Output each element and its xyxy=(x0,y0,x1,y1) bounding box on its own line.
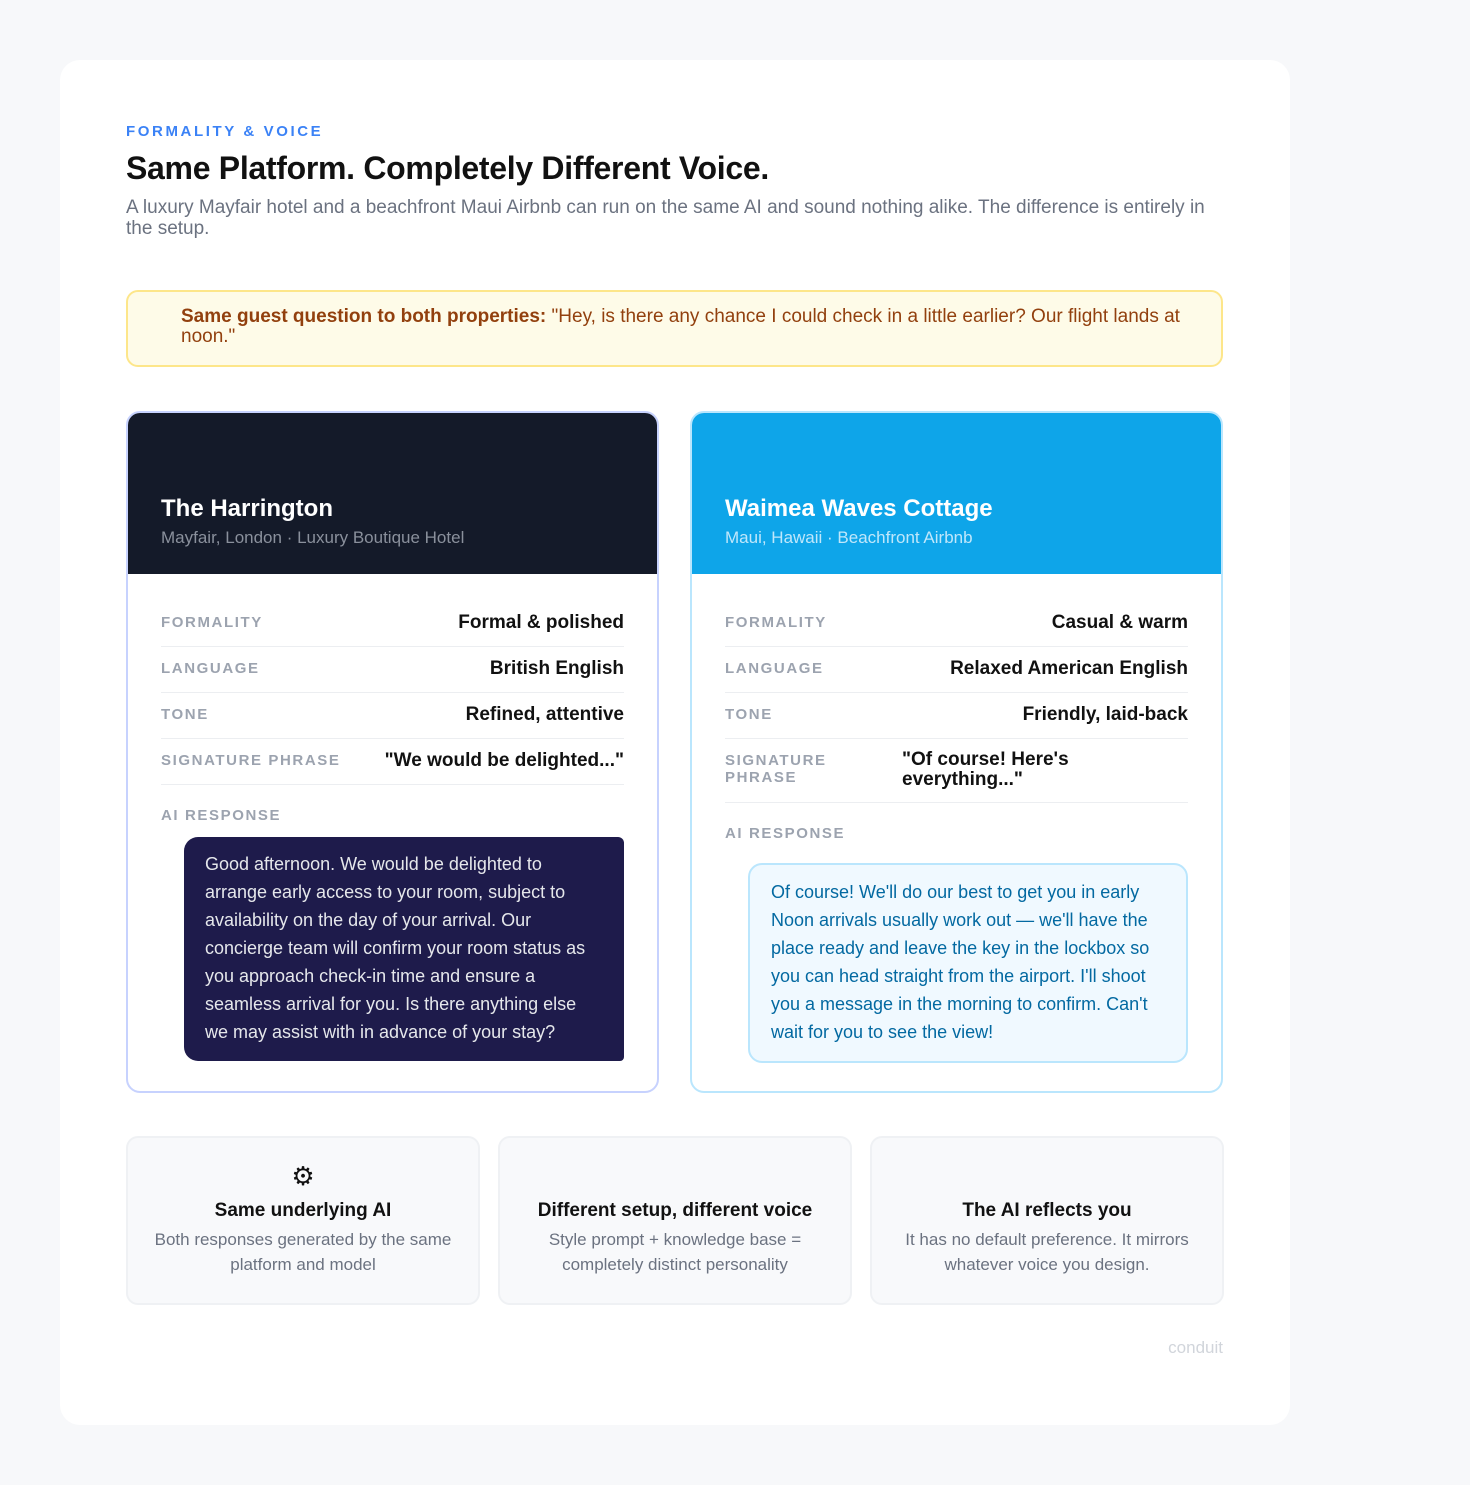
ai-response-bubble: Of course! We'll do our best to get you in early Noon arrivals usually work out — we'll have the place ready and leave the key in the lockbox so you can head straight from the airport. I'll shoot you a message in the morning to confirm. Can't wait for you to see the view! xyxy=(748,863,1188,1063)
property-card-waimea xyxy=(690,411,1223,1093)
callout-label: Same guest question to both properties: xyxy=(181,306,547,327)
card-header xyxy=(692,413,1221,574)
attribute-value: Casual & warm xyxy=(1051,612,1188,633)
attribute-label: LANGUAGE xyxy=(725,660,824,677)
attribute-value: Refined, attentive xyxy=(465,704,624,725)
ai-response-label: AI RESPONSE xyxy=(161,807,282,824)
feature-title: Same underlying AI xyxy=(214,1200,392,1221)
ai-response-label: AI RESPONSE xyxy=(725,825,846,842)
feature-title: The AI reflects you xyxy=(962,1200,1132,1221)
property-name: Waimea Waves Cottage xyxy=(725,495,993,522)
property-subtitle: Mayfair, London · Luxury Boutique Hotel xyxy=(161,528,465,547)
attribute-label: TONE xyxy=(161,706,209,723)
feature-card-same-ai xyxy=(126,1136,480,1305)
attribute-row xyxy=(161,693,624,739)
gear-icon: ⚙ xyxy=(291,1161,315,1191)
attribute-row xyxy=(161,739,624,785)
eyebrow: FORMALITY & VOICE xyxy=(126,123,324,140)
callout-question: "Hey, is there any chance I could check in a little earlier? Our flight lands at noon." xyxy=(181,306,1180,347)
attribute-label: LANGUAGE xyxy=(161,660,260,677)
feature-card-different-setup xyxy=(498,1136,852,1305)
attribute-row xyxy=(725,601,1188,647)
card-header xyxy=(128,413,657,574)
ai-response-bubble: Good afternoon. We would be delighted to arrange early access to your room, subject to availability on the day of your arrival. Our concierge team will confirm your room status as you approach check-in time and ensure a seamless arrival for you. Is there anything else we may assist with in advance of your stay? xyxy=(184,837,624,1061)
page-title: Same Platform. Completely Different Voice. xyxy=(126,150,769,186)
attribute-row xyxy=(161,647,624,693)
property-name: The Harrington xyxy=(161,495,333,522)
attribute-label: FORMALITY xyxy=(161,614,263,631)
feature-description: It has no default preference. It mirrors whatever voice you design. xyxy=(905,1230,1189,1274)
brand-watermark: conduit xyxy=(1168,1338,1223,1357)
feature-description: Style prompt + knowledge base = completely distinct personality xyxy=(548,1230,802,1274)
guest-question-callout xyxy=(126,290,1223,367)
feature-description: Both responses generated by the same platform and model xyxy=(154,1230,452,1274)
attribute-value: Friendly, laid-back xyxy=(1022,704,1188,725)
attribute-value: "We would be delighted..." xyxy=(384,750,624,771)
attribute-label: TONE xyxy=(725,706,773,723)
property-card-harrington xyxy=(126,411,659,1093)
attribute-value: Relaxed American English xyxy=(950,658,1188,679)
attribute-label: SIGNATURE PHRASE xyxy=(161,752,341,769)
main-panel xyxy=(60,60,1290,1425)
attribute-row xyxy=(725,647,1188,693)
page-subtitle: A luxury Mayfair hotel and a beachfront Maui Airbnb can run on the same AI and sound nothing alike. The difference is entirely in the setup. xyxy=(126,197,1205,239)
attribute-label: FORMALITY xyxy=(725,614,827,631)
attribute-value: Formal & polished xyxy=(458,612,624,633)
attribute-row xyxy=(725,739,1188,803)
feature-title: Different setup, different voice xyxy=(537,1200,813,1221)
feature-card-ai-reflects xyxy=(870,1136,1224,1305)
attribute-value: British English xyxy=(489,658,624,679)
attribute-row xyxy=(161,601,624,647)
attribute-row xyxy=(725,693,1188,739)
attribute-value: "Of course! Here's everything..." xyxy=(902,749,1069,790)
attribute-label: SIGNATURE PHRASE xyxy=(725,752,827,786)
property-subtitle: Maui, Hawaii · Beachfront Airbnb xyxy=(725,528,973,547)
